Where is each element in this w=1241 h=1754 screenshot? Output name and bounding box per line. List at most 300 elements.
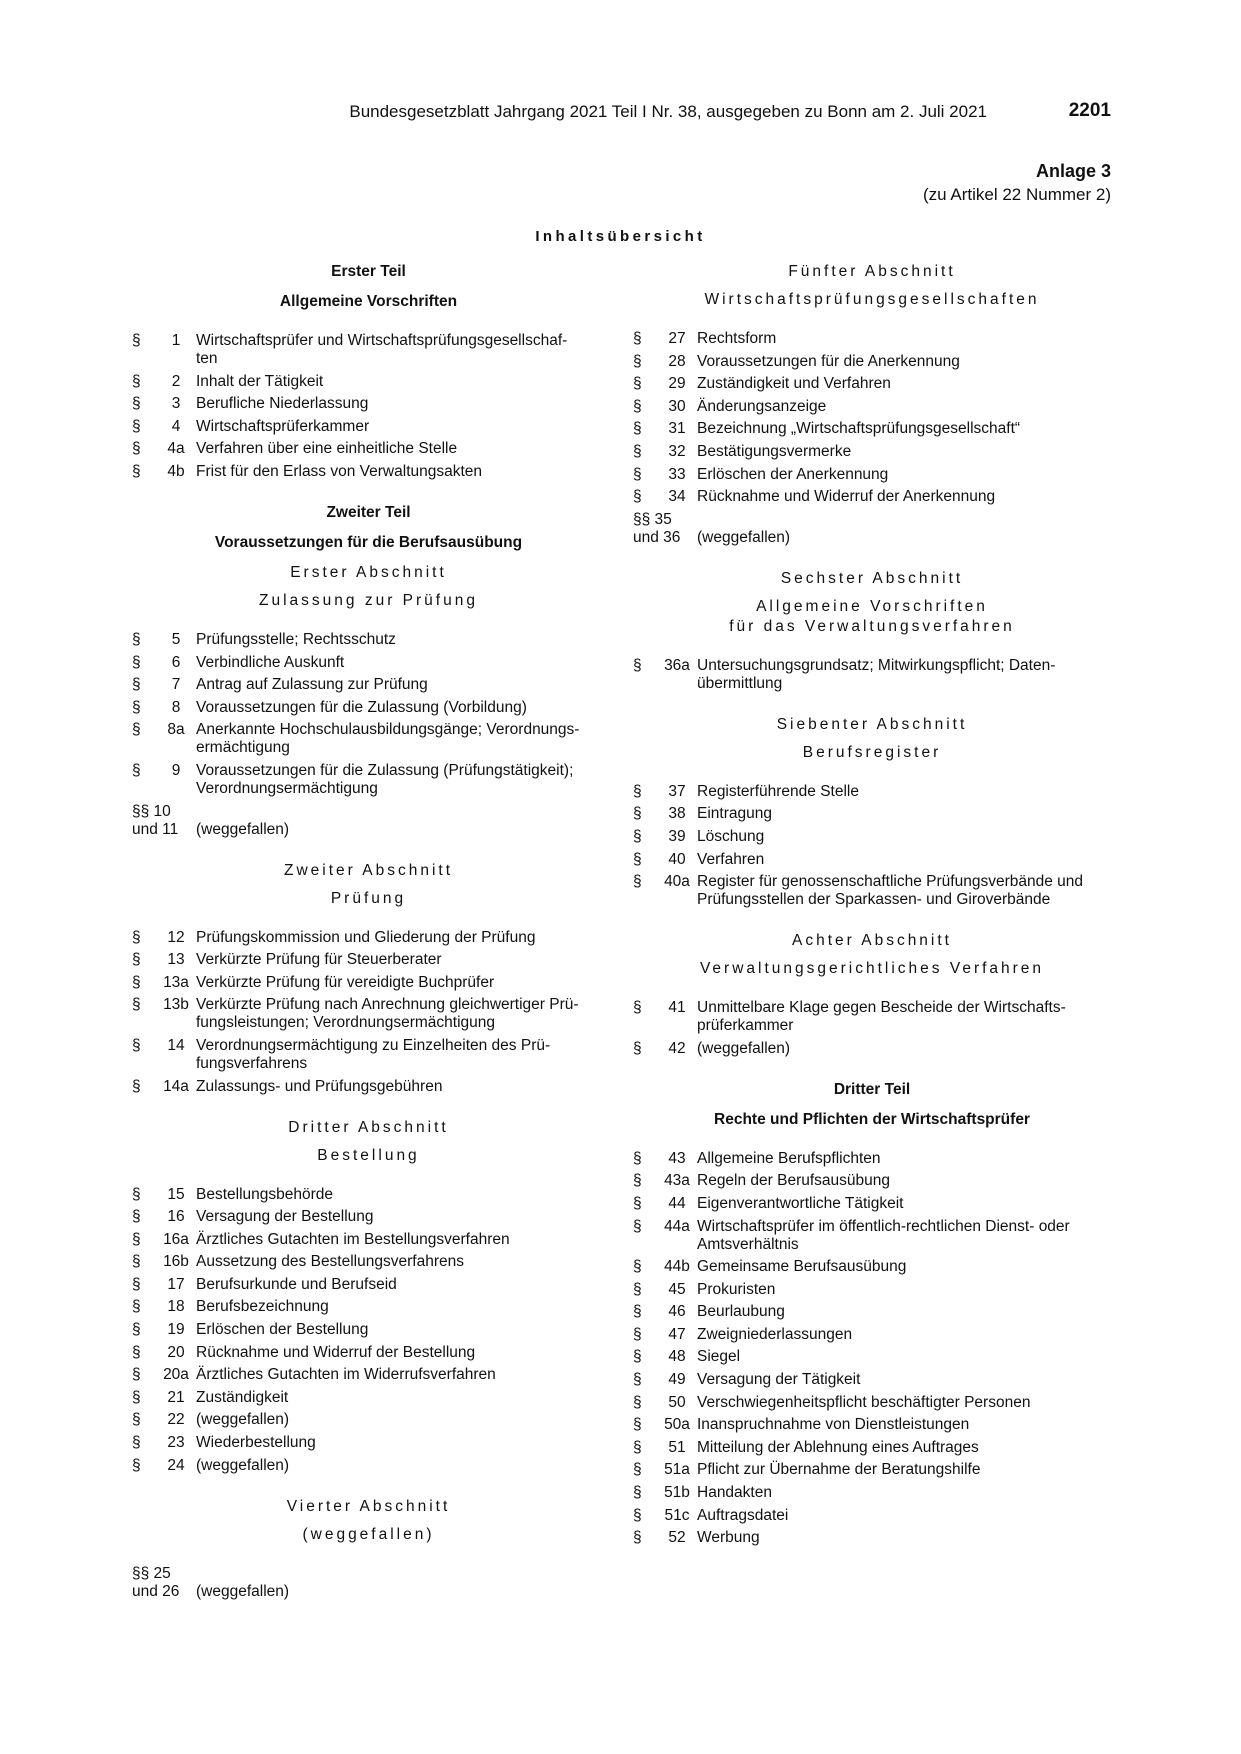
paragraph-number: 33 [668, 465, 686, 483]
paragraph-number: 20a [163, 1366, 189, 1384]
paragraph-number: 19 [167, 1321, 185, 1339]
paragraph-number: 41 [668, 999, 686, 1017]
paragraph-number: 6 [171, 653, 181, 671]
paragraph-sign: § [132, 1230, 141, 1248]
paragraph-number: 49 [668, 1371, 686, 1389]
paragraph-sign: § [132, 417, 141, 435]
section-heading: Wirtschaftsprüfungsgesellschaften [704, 291, 1040, 308]
entry-title: Mitteilung der Ablehnung eines Auftrages [697, 1438, 979, 1456]
toc-entry-list [633, 1150, 1111, 1548]
toc-entry [633, 1484, 1111, 1502]
paragraph-sign: § [132, 1388, 141, 1406]
toc-entry [132, 929, 605, 947]
toc-entry [132, 440, 605, 458]
entry-title: (weggefallen) [196, 820, 290, 838]
paragraph-sign: § [633, 465, 642, 483]
paragraph-sign: § [132, 1434, 141, 1452]
toc-entry [633, 1303, 1111, 1321]
paragraph-sign: § [633, 1416, 642, 1434]
part-heading: Voraussetzungen für die Berufsausübung [214, 533, 523, 551]
part-heading: Rechte und Pflichten der Wirtschaftsprüfer [714, 1110, 1030, 1128]
paragraph-sign: § [132, 973, 141, 991]
toc-section [132, 1118, 605, 1475]
toc-entry-list [132, 929, 605, 1096]
toc-entry [132, 1253, 605, 1271]
entry-title: Wirtschaftsprüfer im öffentlich-rechtlichen Dienst- oder Amtsverhältnis [697, 1217, 1070, 1253]
paragraph-sign: § [633, 1506, 642, 1524]
paragraph-sign: § [633, 1149, 642, 1167]
paragraph-sign: § [132, 1366, 141, 1384]
paragraph-number: 38 [668, 805, 686, 823]
paragraph-number: 8 [171, 698, 181, 716]
paragraph-number: 42 [668, 1039, 686, 1057]
entry-title: (weggefallen) [196, 1456, 290, 1474]
entry-title: Bestätigungsvermerke [697, 442, 852, 460]
page-number: 2201 [1068, 100, 1111, 121]
section-heading: Achter Abschnitt [791, 932, 952, 950]
entry-title: Zuständigkeit [196, 1388, 289, 1406]
toc-entry [132, 1411, 605, 1429]
paragraph-number: 16 [167, 1208, 185, 1226]
paragraph-sign: § [633, 375, 642, 393]
entry-title: Register für genossenschaftliche Prüfungsverbände und Prüfungsstellen der Sparkassen- und Giroverbände [697, 873, 1084, 909]
paragraph-number: 13b [163, 996, 189, 1014]
entry-title: Untersuchungsgrundsatz; Mitwirkungspflicht; Daten- übermittlung [697, 656, 1056, 692]
entry-title: Ärztliches Gutachten im Widerrufsverfahren [196, 1366, 496, 1384]
entry-title: Unmittelbare Klage gegen Bescheide der Wirtschafts- prüferkammer [697, 999, 1066, 1035]
entry-title: Auftragsdatei [697, 1506, 789, 1524]
paragraph-number: 4b [167, 462, 185, 480]
paragraph-number: 47 [668, 1325, 686, 1343]
paragraph-number: 50a [664, 1416, 690, 1434]
paragraph-sign: § [132, 1077, 141, 1095]
entry-title: Inhalt der Tätigkeit [196, 372, 324, 390]
paragraph-number: 43a [664, 1172, 690, 1190]
paragraph-sign: § [633, 352, 642, 370]
toc-entry [132, 1321, 605, 1339]
paragraph-number: 7 [171, 676, 181, 694]
paragraph-sign: § [633, 873, 642, 891]
paragraph-sign: § [633, 850, 642, 868]
entry-title: (weggefallen) [697, 528, 791, 546]
entry-title: Allgemeine Berufspflichten [697, 1149, 881, 1167]
toc-entry [132, 1344, 605, 1362]
toc-section [633, 1080, 1111, 1548]
paragraph-number: 9 [171, 761, 181, 779]
toc-entry [633, 1461, 1111, 1479]
toc-entry-list [132, 332, 605, 481]
toc-entry [132, 951, 605, 969]
paragraph-number: 51c [664, 1506, 690, 1524]
toc-entry [132, 463, 605, 481]
paragraph-number: 21 [167, 1388, 185, 1406]
paragraph-sign: § [633, 782, 642, 800]
paragraph-number: 16a [163, 1230, 189, 1248]
paragraph-sign: § [132, 440, 141, 458]
entry-title: Handakten [697, 1484, 772, 1502]
toc-title: Inhaltsübersicht [535, 228, 706, 245]
entry-title: Ärztliches Gutachten im Bestellungsverfahren [196, 1230, 510, 1248]
toc-entry [132, 721, 605, 757]
toc-entry [633, 1172, 1111, 1190]
toc-entry [132, 762, 605, 798]
toc-section [132, 861, 605, 1096]
paragraph-sign: § [633, 1280, 642, 1298]
paragraph-number: 22 [167, 1411, 185, 1429]
paragraph-number: 44b [664, 1258, 690, 1276]
paragraph-number: 40 [668, 850, 686, 868]
paragraph-number: 28 [668, 352, 686, 370]
toc-entry [633, 1326, 1111, 1344]
entry-title: Voraussetzungen für die Zulassung (Vorbildung) [196, 698, 527, 716]
toc-entry-list [633, 999, 1111, 1058]
paragraph-number: 51 [668, 1438, 686, 1456]
entry-title: Eigenverantwortliche Tätigkeit [697, 1194, 904, 1212]
entry-title: Wirtschaftsprüfer und Wirtschaftsprüfungsgesellschaf- ten [196, 332, 568, 367]
paragraph-sign: § [633, 827, 642, 845]
paragraph-sign: § [633, 1461, 642, 1479]
toc-entry [132, 1434, 605, 1452]
toc-left-column [132, 262, 605, 1605]
entry-title: Verkürzte Prüfung nach Anrechnung gleichwertiger Prü- fungsleistungen; Verordnungsermächtigung [196, 996, 579, 1032]
paragraph-range-start: §§ 25 [132, 1564, 171, 1582]
paragraph-sign: § [132, 653, 141, 671]
section-heading: Zulassung zur Prüfung [259, 591, 478, 609]
toc-entry [132, 1389, 605, 1407]
entry-title: Regeln der Berufsausübung [697, 1172, 891, 1190]
toc-entry [633, 1416, 1111, 1434]
paragraph-sign: § [633, 1217, 642, 1235]
toc-entry [633, 657, 1111, 693]
entry-title: Werbung [697, 1529, 760, 1547]
toc-entry [633, 1371, 1111, 1389]
annex-subtitle: (zu Artikel 22 Nummer 2) [923, 185, 1111, 204]
toc-entry [633, 783, 1111, 801]
paragraph-number: 5 [171, 630, 181, 648]
paragraph-sign: § [132, 1298, 141, 1316]
toc-entry [132, 654, 605, 672]
paragraph-sign: § [633, 1348, 642, 1366]
paragraph-number: 30 [668, 397, 686, 415]
toc-entry-list [633, 330, 1111, 547]
paragraph-number: 18 [167, 1298, 185, 1316]
paragraph-number: 17 [167, 1275, 185, 1293]
entry-title: Berufsbezeichnung [196, 1298, 329, 1316]
paragraph-number: 46 [668, 1303, 686, 1321]
toc-entry [633, 999, 1111, 1035]
paragraph-number: 24 [167, 1456, 185, 1474]
toc-section [633, 931, 1111, 1058]
entry-title: Rechtsform [697, 330, 777, 347]
part-heading: Allgemeine Vorschriften [279, 293, 458, 310]
toc-entry [633, 805, 1111, 823]
paragraph-number: 27 [668, 330, 686, 347]
toc-entry [132, 1457, 605, 1475]
part-heading: Erster Teil [331, 263, 406, 280]
paragraph-sign: § [132, 1275, 141, 1293]
toc-entry [132, 1037, 605, 1073]
toc-entry [132, 1208, 605, 1226]
entry-title: Frist für den Erlass von Verwaltungsakten [196, 462, 483, 480]
section-heading: Fünfter Abschnitt [788, 263, 956, 280]
toc-entry [633, 1394, 1111, 1412]
entry-title: Prüfungsstelle; Rechtsschutz [196, 630, 396, 648]
paragraph-number: 45 [668, 1280, 686, 1298]
paragraph-sign: § [132, 951, 141, 969]
paragraph-sign: § [132, 1321, 141, 1339]
paragraph-sign: § [132, 630, 141, 648]
paragraph-sign: § [633, 1325, 642, 1343]
paragraph-number: 31 [668, 420, 686, 438]
toc-entry-list [132, 1565, 605, 1601]
toc-entry [132, 1565, 605, 1601]
toc-entry [633, 1348, 1111, 1366]
paragraph-range-start: §§ 35 [633, 510, 672, 528]
toc-entry [132, 1298, 605, 1316]
paragraph-number: 39 [668, 827, 686, 845]
paragraph-number: 50 [668, 1393, 686, 1411]
annex-label [923, 160, 1111, 206]
toc-entry-list [132, 1186, 605, 1475]
entry-title: Prüfungskommission und Gliederung der Prüfung [196, 928, 536, 946]
toc-section [132, 1497, 605, 1601]
entry-title: (weggefallen) [196, 1582, 290, 1600]
section-heading: Siebenter Abschnitt [776, 715, 968, 733]
section-heading: Allgemeine Vorschriften für das Verwaltungsverfahren [729, 597, 1015, 635]
toc-entry [633, 353, 1111, 371]
paragraph-sign: § [132, 372, 141, 390]
entry-title: Gemeinsame Berufsausübung [697, 1258, 907, 1276]
paragraph-number: 15 [167, 1185, 185, 1203]
paragraph-sign: § [132, 1208, 141, 1226]
paragraph-range [132, 803, 196, 839]
paragraph-number: 44 [668, 1194, 686, 1212]
paragraph-number: 20 [167, 1343, 185, 1361]
paragraph-number: 36a [664, 656, 690, 674]
part-heading: Zweiter Teil [326, 503, 411, 521]
entry-title: Beurlaubung [697, 1303, 785, 1321]
toc-entry [633, 511, 1111, 547]
toc-entry [132, 676, 605, 694]
toc-entry [633, 330, 1111, 348]
section-heading: Prüfung [330, 889, 407, 907]
paragraph-range-end: und 36 [633, 528, 681, 546]
paragraph-sign: § [132, 761, 141, 779]
entry-title: Verfahren [697, 850, 765, 868]
paragraph-number: 37 [668, 782, 686, 800]
toc-entry [132, 395, 605, 413]
entry-title: Wiederbestellung [196, 1434, 316, 1452]
entry-title: Löschung [697, 827, 765, 845]
toc-entry [132, 332, 605, 368]
entry-title: Verkürzte Prüfung für Steuerberater [196, 951, 442, 969]
part-heading: Dritter Teil [833, 1080, 911, 1098]
entry-title: (weggefallen) [697, 1039, 791, 1057]
paragraph-sign: § [132, 1343, 141, 1361]
paragraph-number: 1 [171, 332, 181, 349]
entry-title: Antrag auf Zulassung zur Prüfung [196, 676, 428, 694]
paragraph-sign: § [633, 656, 642, 674]
entry-title: Erlöschen der Bestellung [196, 1321, 369, 1339]
toc-entry-list [633, 657, 1111, 693]
entry-title: Prokuristen [697, 1280, 776, 1298]
toc-entry [633, 1218, 1111, 1254]
toc-entry [132, 803, 605, 839]
paragraph-number: 48 [668, 1348, 686, 1366]
toc-entry [132, 1276, 605, 1294]
toc-entry [633, 1507, 1111, 1525]
entry-title: Rücknahme und Widerruf der Anerkennung [697, 488, 996, 506]
toc-entry [633, 851, 1111, 869]
paragraph-sign: § [633, 442, 642, 460]
annex-title: Anlage 3 [1035, 161, 1111, 181]
paragraph-number: 29 [668, 375, 686, 393]
toc-entry-list [633, 783, 1111, 909]
section-heading: Vierter Abschnitt [286, 1497, 451, 1515]
paragraph-sign: § [633, 1393, 642, 1411]
paragraph-sign: § [132, 1185, 141, 1203]
section-heading: Bestellung [317, 1146, 420, 1164]
section-heading: Zweiter Abschnitt [283, 861, 454, 879]
toc-entry [633, 398, 1111, 416]
entry-title: Verordnungsermächtigung zu Einzelheiten des Prü- fungsverfahrens [196, 1036, 551, 1072]
paragraph-sign: § [633, 1194, 642, 1212]
paragraph-sign: § [132, 1456, 141, 1474]
paragraph-number: 44a [664, 1217, 690, 1235]
entry-title: Versagung der Tätigkeit [697, 1371, 861, 1389]
toc-entry [132, 1231, 605, 1249]
paragraph-sign: § [633, 420, 642, 438]
paragraph-number: 52 [668, 1529, 686, 1547]
entry-title: Zweigniederlassungen [697, 1325, 853, 1343]
paragraph-sign: § [132, 996, 141, 1014]
paragraph-range-end: und 11 [132, 820, 179, 838]
entry-title: Verschwiegenheitspflicht beschäftigter Personen [697, 1393, 1031, 1411]
entry-title: Zulassungs- und Prüfungsgebühren [196, 1077, 443, 1095]
toc-entry [633, 466, 1111, 484]
paragraph-number: 13 [167, 951, 185, 969]
entry-title: Änderungsanzeige [697, 397, 827, 415]
paragraph-number: 40a [664, 873, 690, 891]
paragraph-sign: § [633, 1484, 642, 1502]
page-header [132, 100, 1111, 128]
toc-entry [633, 1439, 1111, 1457]
entry-title: Berufsurkunde und Berufseid [196, 1275, 397, 1293]
toc-entry [633, 375, 1111, 393]
paragraph-sign: § [132, 462, 141, 480]
entry-title: Voraussetzungen für die Zulassung (Prüfungstätigkeit); Verordnungsermächtigung [196, 761, 574, 797]
paragraph-number: 3 [171, 395, 181, 413]
entry-title: Versagung der Bestellung [196, 1208, 374, 1226]
entry-title: Erlöschen der Anerkennung [697, 465, 889, 483]
paragraph-sign: § [633, 1529, 642, 1547]
toc-section [633, 569, 1111, 693]
paragraph-number: 51a [664, 1461, 690, 1479]
paragraph-sign: § [132, 676, 141, 694]
paragraph-sign: § [633, 805, 642, 823]
toc-entry [633, 1195, 1111, 1213]
paragraph-sign: § [132, 698, 141, 716]
toc-section [633, 262, 1111, 547]
paragraph-sign: § [633, 999, 642, 1017]
entry-title: Bezeichnung „Wirtschaftsprüfungsgesellschaft“ [697, 420, 1021, 438]
paragraph-range-end: und 26 [132, 1582, 180, 1600]
toc-section [132, 503, 605, 839]
entry-title: Bestellungsbehörde [196, 1185, 334, 1203]
paragraph-sign: § [132, 332, 141, 349]
entry-title: (weggefallen) [196, 1411, 290, 1429]
paragraph-sign: § [633, 1438, 642, 1456]
section-heading: Verwaltungsgerichtliches Verfahren [699, 960, 1045, 978]
paragraph-number: 32 [668, 442, 686, 460]
toc-entry [633, 1040, 1111, 1058]
toc-entry [633, 1281, 1111, 1299]
toc-right-column [633, 262, 1111, 1552]
toc-entry [132, 974, 605, 992]
paragraph-sign: § [132, 1253, 141, 1271]
paragraph-sign: § [633, 1371, 642, 1389]
toc-entry [633, 828, 1111, 846]
section-heading: Erster Abschnitt [290, 563, 447, 581]
section-heading: Sechster Abschnitt [780, 569, 964, 587]
entry-title: Pflicht zur Übernahme der Beratungshilfe [697, 1461, 981, 1479]
paragraph-range [633, 511, 697, 547]
entry-title: Eintragung [697, 805, 772, 823]
paragraph-number: 13a [163, 973, 189, 991]
toc-entry [633, 420, 1111, 438]
paragraph-number: 14a [163, 1077, 189, 1095]
toc-entry [633, 1150, 1111, 1168]
toc-entry [132, 1186, 605, 1204]
toc-entry [633, 1258, 1111, 1276]
entry-title: Inanspruchnahme von Dienstleistungen [697, 1416, 970, 1434]
toc-entry [633, 443, 1111, 461]
paragraph-number: 4 [171, 417, 181, 435]
entry-title: Registerführende Stelle [697, 782, 859, 800]
paragraph-number: 12 [167, 928, 185, 946]
paragraph-number: 23 [167, 1434, 185, 1452]
section-heading: Berufsregister [802, 743, 942, 761]
paragraph-number: 43 [668, 1149, 686, 1167]
paragraph-number: 34 [668, 488, 686, 506]
entry-title: Voraussetzungen für die Anerkennung [697, 352, 960, 370]
paragraph-number: 14 [167, 1036, 185, 1054]
paragraph-range [132, 1565, 196, 1601]
toc-entry [132, 631, 605, 649]
entry-title: Siegel [697, 1348, 741, 1366]
paragraph-number: 4a [167, 440, 185, 458]
toc-entry-list [132, 631, 605, 839]
paragraph-number: 2 [171, 372, 181, 390]
entry-title: Verkürzte Prüfung für vereidigte Buchprüfer [196, 973, 495, 991]
toc-entry [132, 418, 605, 436]
paragraph-sign: § [633, 397, 642, 415]
paragraph-range-start: §§ 10 [132, 802, 171, 820]
paragraph-number: 51b [664, 1484, 690, 1502]
toc-section [132, 262, 605, 481]
toc-entry [633, 873, 1111, 909]
toc-entry [633, 1529, 1111, 1547]
entry-title: Wirtschaftsprüferkammer [196, 417, 370, 435]
paragraph-number: 8a [167, 721, 185, 739]
toc-entry [132, 699, 605, 717]
paragraph-sign: § [132, 1411, 141, 1429]
entry-title: Berufliche Niederlassung [196, 395, 369, 413]
toc-entry [132, 373, 605, 391]
paragraph-sign: § [633, 1258, 642, 1276]
paragraph-sign: § [633, 1039, 642, 1057]
paragraph-number: 16b [163, 1253, 189, 1271]
